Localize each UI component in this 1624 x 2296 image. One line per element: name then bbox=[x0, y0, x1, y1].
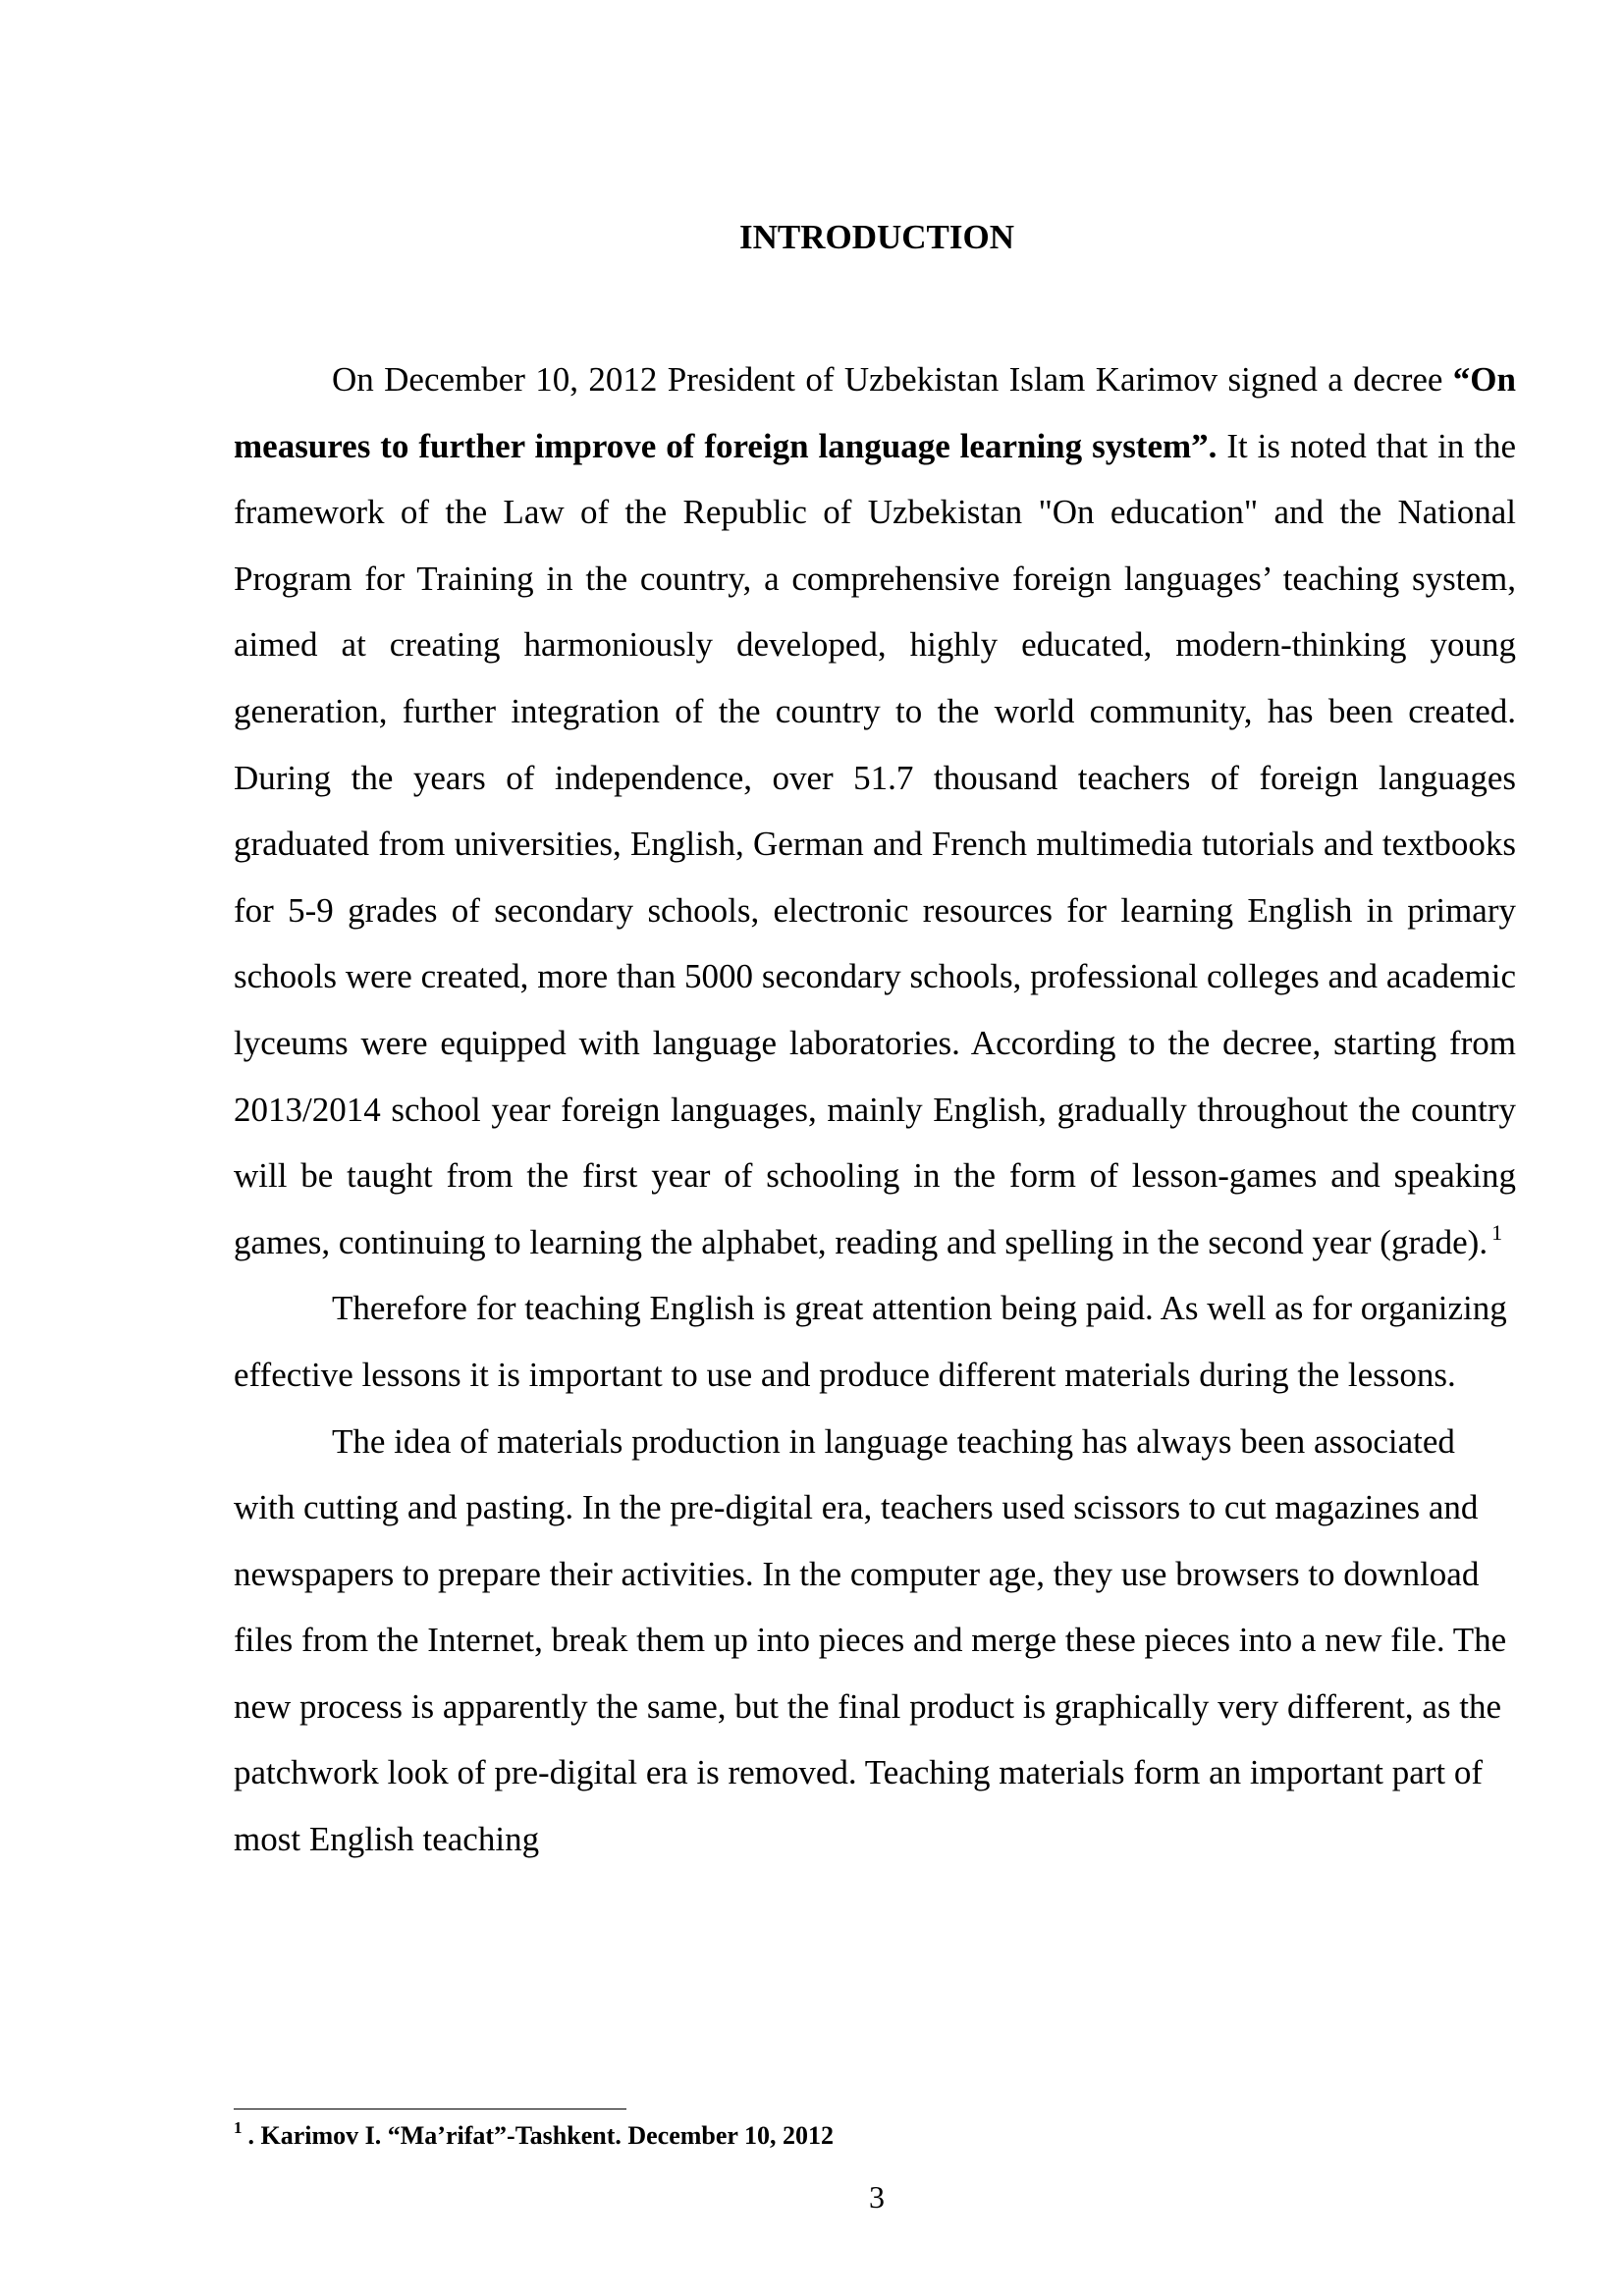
paragraph-decree bbox=[234, 347, 1516, 1275]
paragraph-body: It is noted that in the framework of the Law of the Republic of Uzbekistan "On education" and the National Program for Training in the country, a comprehensive foreign languages’ teaching system, aimed at creating harmoniously developed, highly educated, modern-thinking young generation, further integration of the country to the world community, has been created. During the years of independence, over 51.7 thousand teachers of foreign languages graduated from universities, English, German and French multimedia tutorials and textbooks for 5-9 grades of secondary schools, electronic resources for learning English in primary schools were created, more than 5000 secondary schools, professional colleges and academic lyceums were equipped with language laboratories. According to the decree, starting from 2013/2014 school year foreign languages, mainly English, gradually throughout the country will be taught from the first year of schooling in the form of lesson-games and speaking games, continuing to learning the alphabet, reading and spelling in the second year (grade). bbox=[234, 426, 1516, 1261]
page-number: 3 bbox=[869, 2179, 885, 2215]
footnote-reference[interactable]: 1 bbox=[1491, 1219, 1503, 1245]
decree-title: “On measures to further improve of foreign language learning system”. bbox=[234, 360, 1516, 465]
paragraph-attention: Therefore for teaching English is great attention being paid. As well as for organizing effective lessons it is important to use and produce different materials during the lessons. bbox=[234, 1289, 1507, 1394]
footnote bbox=[234, 2118, 834, 2154]
body-text bbox=[234, 347, 1516, 1873]
paragraph-materials: The idea of materials production in language teaching has always been associated with cutting and pasting. In the pre-digital era, teachers used scissors to cut magazines and newspapers to prepare their activities. In the computer age, they use browsers to download files from the Internet, break them up into pieces and merge these pieces into a new file. The new process is apparently the same, but the final product is graphically very different, as the patchwork look of pre-digital era is removed. Teaching materials form an important part of most English teaching bbox=[234, 1421, 1507, 1859]
footnote-marker: 1 bbox=[234, 2118, 243, 2137]
footnote-text: . Karimov I. “Ma’rifat”-Tashkent. December 10, 2012 bbox=[247, 2121, 834, 2150]
paragraph-lead: On December 10, 2012 President of Uzbekistan Islam Karimov signed a decree bbox=[332, 360, 1453, 399]
page-title: INTRODUCTION bbox=[738, 218, 1015, 256]
